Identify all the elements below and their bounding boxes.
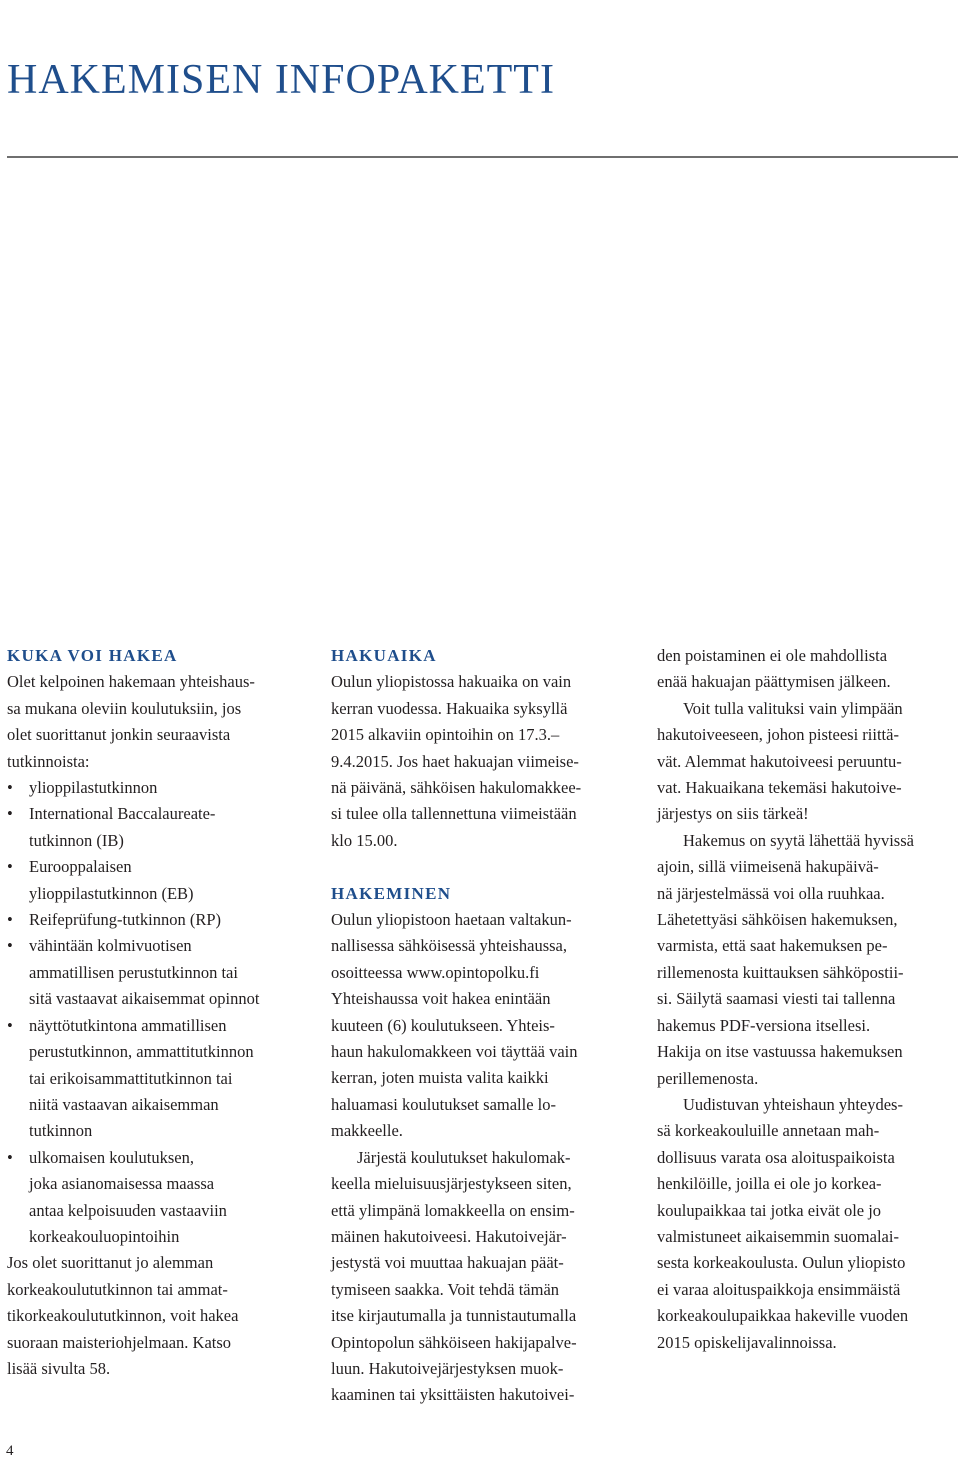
text-line: varmista, että saat hakemuksen pe- xyxy=(657,936,888,956)
text-line: klo 15.00. xyxy=(331,830,398,850)
text-line: • vähintään kolmivuotisen xyxy=(29,936,192,956)
text-line: sitä vastaavat aikaisemmat opinnot xyxy=(29,989,260,1009)
text-line: Jos olet suorittanut jo alemman xyxy=(7,1253,214,1273)
text-line: enää hakuajan päättymisen jälkeen. xyxy=(657,672,891,692)
page-title: HAKEMISEN INFOPAKETTI xyxy=(7,57,555,103)
text-line: • International Baccalaureate- xyxy=(29,804,216,824)
text-line: vät. Alemmat hakutoiveesi peruuntu- xyxy=(657,751,902,771)
text-line: ylioppilastutkinnon (EB) xyxy=(29,883,194,903)
list-item xyxy=(7,907,327,933)
text-line: henkilöille, joilla ei ole jo korkea- xyxy=(657,1174,882,1194)
text-line: tikorkeakoulututkinnon, voit hakea xyxy=(7,1306,239,1326)
list-item xyxy=(7,801,327,854)
text-line: korkeakoulupaikkaa hakeville vuoden xyxy=(657,1306,909,1326)
text-line: ei varaa aloituspaikkoja ensimmäistä xyxy=(657,1279,901,1299)
text-line: haun hakulomakkeen voi täyttää vain xyxy=(331,1042,578,1062)
text-line: kaaminen tai yksittäisten hakutoivei- xyxy=(331,1385,575,1405)
text-line: makkeelle. xyxy=(331,1121,403,1141)
text-line: perustutkinnon, ammattitutkinnon xyxy=(29,1042,254,1062)
text-line: Olet kelpoinen hakemaan yhteishaus- xyxy=(7,672,255,692)
text-line: luun. Hakutoivejärjestyksen muok- xyxy=(331,1358,564,1378)
title-divider xyxy=(7,156,958,158)
text-line: korkeakoulututkinnon tai ammat- xyxy=(7,1279,228,1299)
spacer xyxy=(331,854,651,880)
text-line: nallisessa sähköisessä yhteishaussa, xyxy=(331,936,568,956)
text-line: jestystä voi muuttaa hakuajan päät- xyxy=(331,1253,564,1273)
text-line: den poistaminen ei ole mahdollista xyxy=(657,646,888,665)
list-item xyxy=(7,854,327,907)
text-line: tymiseen saakka. Voit tehdä tämän xyxy=(331,1279,560,1299)
text-line: tutkinnon xyxy=(29,1121,93,1141)
text-line: 9.4.2015. Jos haet hakuajan viimeise- xyxy=(331,751,579,771)
text-line: olet suorittanut jonkin seuraavista xyxy=(7,725,231,745)
text-line: osoitteessa www.opintopolku.fi xyxy=(331,962,540,982)
text-line: Yhteishaussa voit hakea enintään xyxy=(331,989,551,1009)
text-line: Voit tulla valituksi vain ylimpään xyxy=(683,698,903,718)
submission-paragraph xyxy=(657,828,957,1092)
text-line: hakutoiveeseen, johon pisteesi riittä- xyxy=(657,725,899,745)
text-line: tutkinnoista: xyxy=(7,751,90,771)
text-line: sä korkeakouluille annetaan mah- xyxy=(657,1121,880,1141)
applying-paragraph xyxy=(331,907,651,1145)
text-line: kerran, joten muista valita kaikki xyxy=(331,1068,549,1088)
text-line: • ylioppilastutkinnon xyxy=(29,778,158,798)
text-line: kerran vuodessa. Hakuaika syksyllä xyxy=(331,698,568,718)
text-line: että ylimpänä lomakkeella on ensim- xyxy=(331,1200,575,1220)
text-line: nä järjestelmässä voi olla ruuhkaa. xyxy=(657,883,885,903)
column-eligibility xyxy=(7,643,327,1382)
text-line: • Reifeprüfung-tutkinnon (RP) xyxy=(29,910,222,930)
heading-eligibility: KUKA VOI HAKEA xyxy=(7,646,178,665)
ordering-paragraph xyxy=(331,1145,651,1409)
text-line: korkeakouluopintoihin xyxy=(29,1226,180,1246)
list-item xyxy=(7,1013,327,1145)
text-line: suoraan maisteriohjelmaan. Katso xyxy=(7,1332,232,1352)
text-line: • ulkomaisen koulutuksen, xyxy=(29,1147,194,1167)
text-line: mäinen hakutoiveesi. Hakutoivejär- xyxy=(331,1226,567,1246)
continued-paragraph xyxy=(657,643,957,696)
text-line: • näyttötutkintona ammatillisen xyxy=(29,1015,227,1035)
text-line: ammatillisen perustutkinnon tai xyxy=(29,962,238,982)
text-line: haluamasi koulutukset samalle lo- xyxy=(331,1094,556,1114)
text-line: Hakemus on syytä lähettää hyvissä xyxy=(683,830,914,850)
text-line: lisää sivulta 58. xyxy=(7,1358,111,1378)
text-line: 2015 opiskelijavalinnoissa. xyxy=(657,1332,837,1352)
text-line: Oulun yliopistossa hakuaika on vain xyxy=(331,672,572,692)
text-line: koulupaikkaa tai jotka eivät ole jo xyxy=(657,1200,882,1220)
text-line: si. Säilytä saamasi viesti tai tallenna xyxy=(657,989,896,1009)
text-line: sesta korkeakoulusta. Oulun yliopisto xyxy=(657,1253,906,1273)
text-line: tutkinnon (IB) xyxy=(29,830,124,850)
text-line: joka asianomaisessa maassa xyxy=(29,1174,215,1194)
column-continued xyxy=(657,643,957,1356)
text-line: 2015 alkaviin opintoihin on 17.3.– xyxy=(331,725,560,745)
text-line: vat. Hakuaikana tekemäsi hakutoive- xyxy=(657,778,902,798)
text-line: itse kirjautumalla ja tunnistautumalla xyxy=(331,1306,577,1326)
text-line: dollisuus varata osa aloituspaikoista xyxy=(657,1147,895,1167)
text-line: järjestys on siis tärkeä! xyxy=(657,804,809,824)
list-item xyxy=(7,775,327,801)
column-application xyxy=(331,643,651,1409)
text-line: • Eurooppalaisen xyxy=(29,857,132,877)
text-line: kuuteen (6) koulutukseen. Yhteis- xyxy=(331,1015,555,1035)
text-line: Hakija on itse vastuussa hakemuksen xyxy=(657,1042,903,1062)
text-line: Lähetettyäsi sähköisen hakemuksen, xyxy=(657,910,898,930)
text-line: tai erikoisammattitutkinnon tai xyxy=(29,1068,233,1088)
text-line: Järjestä koulutukset hakulomak- xyxy=(357,1147,571,1167)
text-line: antaa kelpoisuuden vastaaviin xyxy=(29,1200,227,1220)
text-line: ajoin, sillä viimeisenä hakupäivä- xyxy=(657,857,879,877)
list-item xyxy=(7,933,327,1012)
text-line: perillemenosta. xyxy=(657,1068,759,1088)
text-line: Opintopolun sähköiseen hakijapalve- xyxy=(331,1332,577,1352)
text-line: Uudistuvan yhteishaun yhteydes- xyxy=(683,1094,903,1114)
text-line: Oulun yliopistoon haetaan valtakun- xyxy=(331,910,572,930)
text-line: valmistuneet aikaisemmin suomalai- xyxy=(657,1226,899,1246)
degree-list xyxy=(7,775,327,1250)
text-line: keella mieluisuusjärjestykseen siten, xyxy=(331,1174,572,1194)
heading-applying: HAKEMINEN xyxy=(331,883,452,903)
list-item xyxy=(7,1145,327,1251)
text-line: nä päivänä, sähköisen hakulomakkee- xyxy=(331,778,582,798)
text-line: sa mukana oleviin koulutuksiin, jos xyxy=(7,698,242,718)
application-period-paragraph xyxy=(331,669,651,854)
text-line: rillemenosta kuittauksen sähköpostii- xyxy=(657,962,904,982)
quota-paragraph xyxy=(657,1092,957,1356)
text-line: hakemus PDF-versiona itsellesi. xyxy=(657,1015,871,1035)
selection-paragraph xyxy=(657,696,957,828)
text-line: niitä vastaavan aikaisemman xyxy=(29,1094,219,1114)
text-line: si tulee olla tallennettuna viimeistään xyxy=(331,804,577,824)
page-number: 4 xyxy=(6,1443,14,1459)
eligibility-intro xyxy=(7,669,327,775)
heading-application-period: HAKUAIKA xyxy=(331,646,437,665)
eligibility-outro xyxy=(7,1250,327,1382)
